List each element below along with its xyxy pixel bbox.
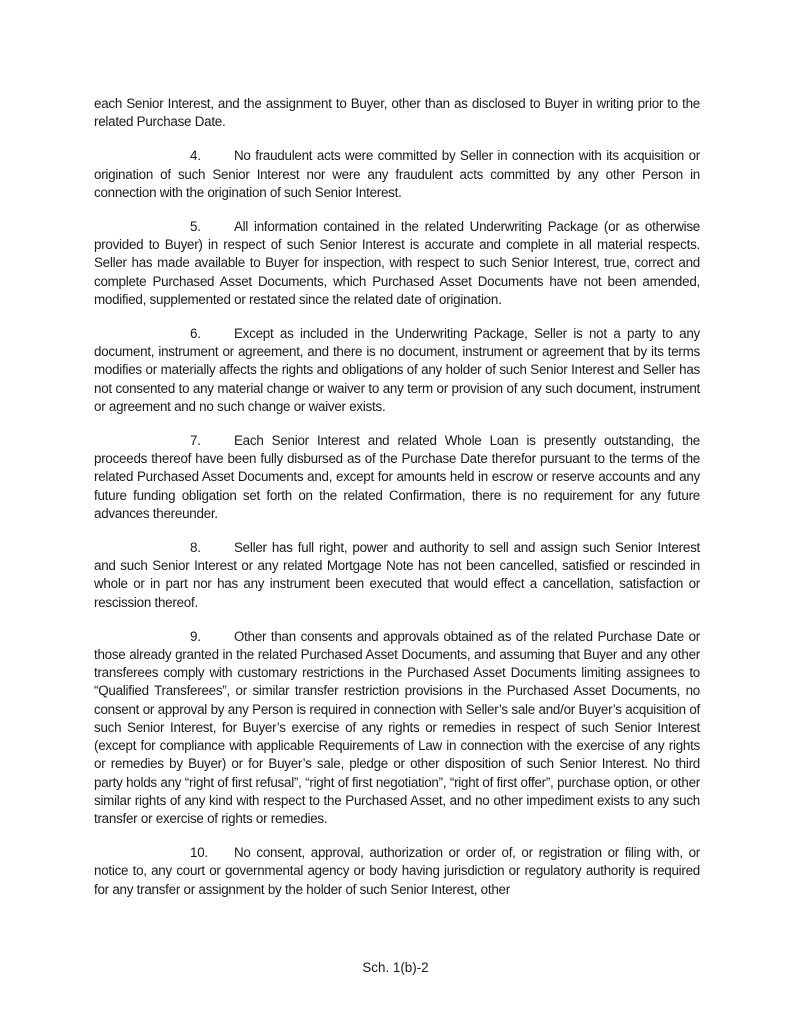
paragraph-text: Other than consents and approvals obtained as of the related Purchase Date or those already granted in the related Purchased Asset Documents, and assuming that Buyer and any other transferees comply with customary restrictions in the Purchased Asset Documents limiting assignees to “Qualified Transferees”, or similar transfer restriction provisions in the Purchased Asset Documents, no consent or approval by any Person is required in connection with Seller’s sale and/or Buyer’s acquisition of such Senior Interest, for Buyer’s exercise of any rights or remedies in respect of such Senior Interest (except for compliance with applicable Requirements of Law in connection with the exercise of any rights or remedies by Buyer) or for Buyer’s sale, pledge or other disposition of such Senior Interest. No third party holds any “right of first refusal”, “right of first negotiation”, “right of first offer”, purchase option, or other similar rights of any kind with respect to the Purchased Asset, and no other impediment exists to any such transfer or exercise of rights or remedies. — [94, 628, 700, 826]
paragraph-number: 6. — [190, 326, 201, 342]
paragraph-9 — [94, 628, 700, 828]
paragraph-7 — [94, 432, 700, 523]
paragraph-number: 5. — [190, 219, 201, 235]
paragraph-number: 8. — [190, 540, 201, 556]
paragraph-text: No fraudulent acts were committed by Seller in connection with its acquisition or origination of such Senior Interest nor were any fraudulent acts committed by any other Person in connection with the origination of such Senior Interest. — [94, 148, 700, 200]
paragraph-4 — [94, 147, 700, 202]
paragraph-number: 10. — [190, 845, 208, 861]
document-page — [94, 95, 700, 915]
paragraph-10 — [94, 844, 700, 899]
paragraph-8 — [94, 539, 700, 612]
paragraph-text: Seller has full right, power and authority to sell and assign such Senior Interest and such Senior Interest or any related Mortgage Note has not been cancelled, satisfied or rescinded in whole or in part nor has any instrument been executed that would effect a cancellation, satisfaction or rescission thereof. — [94, 540, 700, 610]
paragraph-text: Each Senior Interest and related Whole Loan is presently outstanding, the proceeds thereof have been fully disbursed as of the Purchase Date therefor pursuant to the terms of the related Purchased Asset Documents and, except for amounts held in escrow or reserve accounts and any future funding obligation set forth on the related Confirmation, there is no requirement for any future advances thereunder. — [94, 433, 700, 521]
paragraph-text: All information contained in the related Underwriting Package (or as otherwise provided to Buyer) in respect of such Senior Interest is accurate and complete in all material respects. Seller has made available to Buyer for inspection, with respect to such Senior Interest, true, correct and complete Purchased Asset Documents, which Purchased Asset Documents have not been amended, modified, supplemented or restated since the related date of origination. — [94, 219, 700, 307]
paragraph-number: 9. — [190, 628, 201, 644]
page-footer: Sch. 1(b)-2 — [362, 960, 429, 975]
continuation-paragraph: each Senior Interest, and the assignment to Buyer, other than as disclosed to Buyer in writing prior to the related Purchase Date. — [94, 96, 700, 130]
paragraph-number: 7. — [190, 433, 201, 449]
paragraph-number: 4. — [190, 148, 201, 164]
paragraph-text: No consent, approval, authorization or order of, or registration or filing with, or notice to, any court or governmental agency or body having jurisdiction or regulatory authority is required for any transfer or assignment by the holder of such Senior Interest, other — [94, 845, 700, 897]
paragraph-6 — [94, 325, 700, 416]
paragraph-5 — [94, 218, 700, 309]
paragraph-text: Except as included in the Underwriting Package, Seller is not a party to any document, instrument or agreement, and there is no document, instrument or agreement that by its terms modifies or materially affects the rights and obligations of any holder of such Senior Interest and Seller has not consented to any material change or waiver to any term or provision of any such document, instrument or agreement and no such change or waiver exists. — [94, 326, 700, 414]
